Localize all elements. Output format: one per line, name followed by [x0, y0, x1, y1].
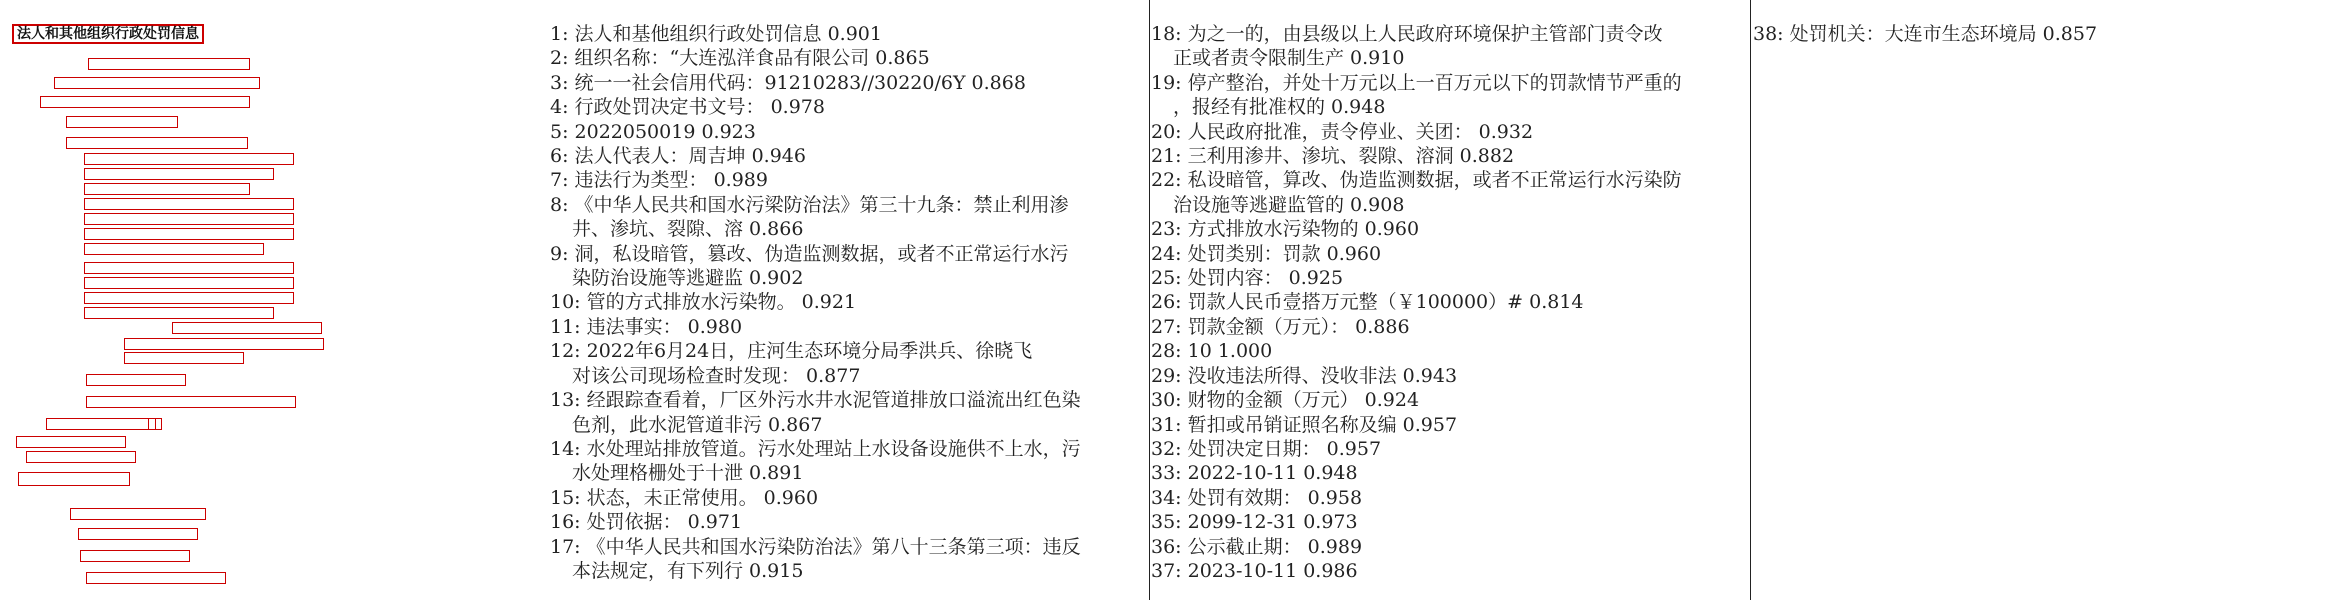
ocr-result-item: 24: 处罚类别：罚款 0.960 [1151, 242, 1382, 265]
ocr-result-item: 20: 人民政府批准，责令停业、关团： 0.932 [1151, 120, 1534, 143]
detection-box [16, 436, 126, 448]
ocr-result-item: 13: 经跟踪查看着，厂区外污水井水泥管道排放口溢流出红色染 色剂，此水泥管道非污 0.867 [550, 389, 1081, 436]
ocr-result-item: 15: 状态，未正常使用。 0.960 [550, 486, 819, 509]
ocr-result-item: 1: 法人和基他组织行政处罚信息 0.901 [550, 23, 882, 45]
detection-box [84, 213, 294, 225]
detection-box [18, 472, 130, 486]
detection-box [84, 277, 294, 289]
ocr-result-item: 16: 处罚依据： 0.971 [550, 511, 743, 534]
detection-box [54, 77, 260, 89]
detection-box [84, 183, 250, 195]
ocr-result-item: 17: 《中华人民共和国水污染防治法》第八十三条第三项：违反 本法规定，有下列行 0.915 [550, 535, 1081, 582]
ocr-result-item: 25: 处罚内容： 0.925 [1151, 267, 1344, 290]
detection-box [124, 338, 324, 350]
ocr-result-item: 2: 组织名称：“大连泓洋食品有限公司 0.865 [550, 47, 930, 70]
detection-box [86, 572, 226, 584]
detection-box [26, 451, 136, 463]
detection-box [70, 508, 206, 520]
ocr-result-item: 10: 管的方式排放水污染物。 0.921 [550, 291, 857, 314]
ocr-result-item: 12: 2022年6月24日，庄河生态环境分局季洪兵、徐晓飞 对该公司现场检查时发现： 0.877 [550, 340, 1033, 387]
ocr-result-item: 34: 处罚有效期： 0.958 [1151, 486, 1363, 509]
ocr-result-item: 9: 洞，私设暗管，篡改、伪造监测数据，或者不正常运行水污 染防治设施等逃避监 0.902 [550, 242, 1069, 290]
detection-box [88, 58, 250, 70]
ocr-result-item: 11: 违法事实： 0.980 [550, 315, 743, 338]
detection-box [84, 307, 274, 319]
ocr-result-item: 36: 公示截止期： 0.989 [1151, 535, 1363, 558]
ocr-result-item: 28: 10 1.000 [1151, 340, 1273, 363]
ocr-result-item: 29: 没收违法所得、没收非法 0.943 [1151, 364, 1458, 387]
ocr-result-item: 23: 方式排放水污染物的 0.960 [1151, 218, 1420, 241]
ocr-result-item: 38: 处罚机关：大连市生态环境局 0.857 [1753, 23, 2098, 45]
detection-box [84, 228, 294, 240]
detection-box [46, 418, 156, 430]
ocr-result-item: 14: 水处理站排放管道。污水处理站上水设备设施供不上水，污 水处理格栅处于十泄 0.891 [550, 437, 1081, 485]
ocr-result-item: 18: 为之一的，由县级以上人民政府环境保护主管部门责令改 正或者责令限制生产 0.910 [1151, 23, 1663, 70]
detection-box [84, 198, 294, 210]
detection-box [78, 528, 198, 540]
ocr-result-item: 22: 私设暗管，算改、伪造监测数据，或者不正常运行水污染防 治设施等逃避监管的 0.908 [1151, 169, 1682, 216]
detection-image-panel [0, 0, 540, 600]
detection-box [84, 243, 264, 255]
detection-box [86, 374, 186, 386]
ocr-result-item: 3: 统一一社会信用代码：91210283//30220/6Y 0.868 [550, 71, 1026, 94]
results-column-2 [1151, 22, 1746, 583]
ocr-result-item: 31: 暂扣或吊销证照名称及编 0.957 [1151, 413, 1458, 436]
detection-box [84, 168, 274, 180]
detection-box [172, 322, 322, 334]
ocr-result-item: 5: 2022050019 0.923 [550, 120, 756, 143]
detection-box [84, 153, 294, 165]
ocr-result-item: 32: 处罚决定日期： 0.957 [1151, 437, 1382, 460]
ocr-result-item: 7: 违法行为类型： 0.989 [550, 169, 768, 192]
results-column-3 [1753, 22, 2343, 46]
ocr-result-item: 21: 三利用渗井、渗坑、裂隙、溶洞 0.882 [1151, 145, 1515, 168]
column-separator [1149, 0, 1150, 600]
ocr-result-item: 8: 《中华人民共和国水污梁防治法》第三十九条：禁止利用渗 井、渗坑、裂隙、溶 0.866 [550, 193, 1069, 241]
detection-box [84, 292, 294, 304]
ocr-result-item: 26: 罚款人民币壹搭万元整（￥100000）# 0.814 [1151, 291, 1584, 314]
ocr-result-item: 37: 2023-10-11 0.986 [1151, 559, 1358, 582]
ocr-result-item: 30: 财物的金额（万元） 0.924 [1151, 389, 1420, 412]
detection-box [66, 116, 178, 128]
detection-box [86, 396, 296, 408]
detection-box [80, 550, 190, 562]
ocr-result-item: 19: 停产整治，并处十万元以上一百万元以下的罚款情节严重的 ，报经有批准权的 0.948 [1151, 71, 1682, 119]
detection-box [40, 96, 250, 108]
column-separator [1750, 0, 1751, 600]
results-column-1 [550, 22, 1140, 583]
ocr-result-item: 33: 2022-10-11 0.948 [1151, 462, 1358, 485]
detection-box [124, 352, 244, 364]
ocr-result-item: 35: 2099-12-31 0.973 [1151, 511, 1358, 534]
ocr-result-item: 27: 罚款金额（万元）： 0.886 [1151, 315, 1410, 338]
ocr-result-item: 6: 法人代表人：周吉坤 0.946 [550, 145, 806, 168]
detection-box [66, 137, 248, 149]
ocr-result-item: 4: 行政处罚决定书文号： 0.978 [550, 96, 825, 119]
detection-box [148, 418, 162, 430]
detection-box [84, 262, 294, 274]
document-title: 法人和其他组织行政处罚信息 [12, 24, 204, 44]
